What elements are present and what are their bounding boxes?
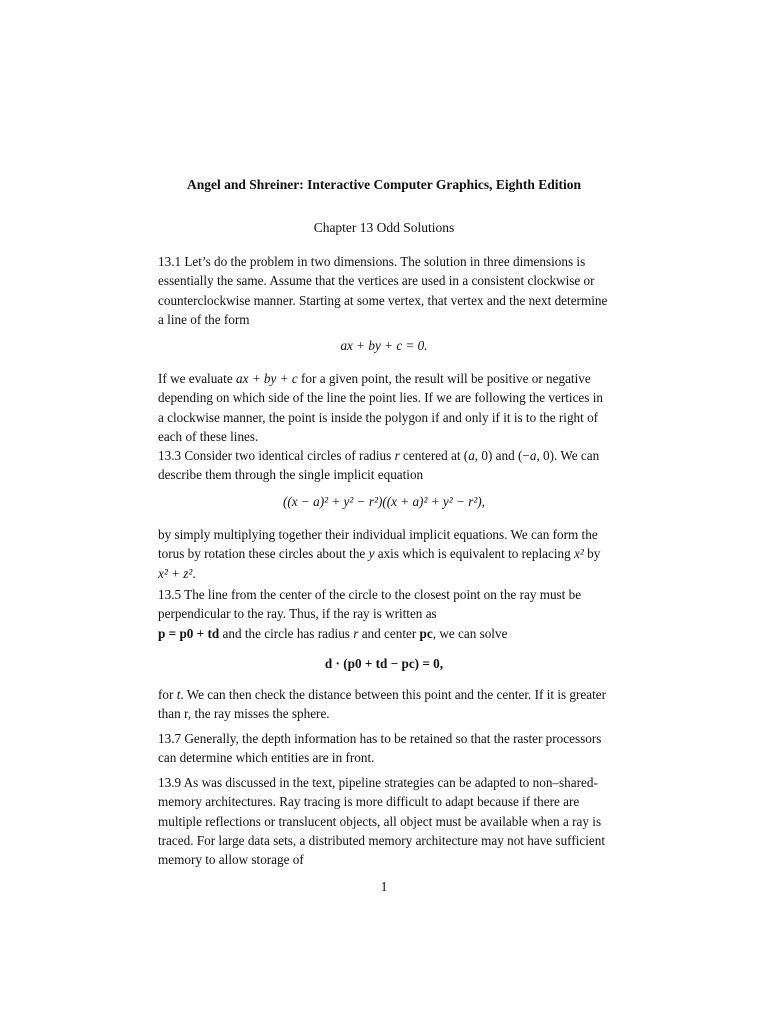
solution-13-1-paragraph-2 [158,369,610,446]
math-symbol: r [394,448,400,463]
text-run: by [583,546,601,562]
document-title: Angel and Shreiner: Interactive Computer Graphics, Eighth Edition [186,177,582,192]
solution-13-7-paragraph: 13.7 Generally, the depth information has to be retained so that the raster processors can determine which entities are in front. [158,731,602,766]
solution-13-5-equation [158,654,610,673]
math-expression: x² [574,546,584,562]
text-run: centered at ( [399,448,469,463]
text-run: axis which is equivalent to replacing [374,546,575,562]
math-symbol: r [353,625,359,641]
text-run: , we can solve [432,625,508,641]
equation-text: ((x − a)² + y² − r²)((x + a)² + y² − r²), [283,494,485,509]
math-expression: ax + by + c [235,371,298,386]
text-run: for a given point, the result will be positive or negative depending on which side of the line the point lies. If we are following the vertices in a clockwise manner, the point is inside the polygon if and only if it is to the right of each of these lines. [158,371,603,444]
document-subtitle: Chapter 13 Odd Solutions [313,220,455,235]
solution-13-3-paragraph-2 [158,525,610,583]
equation-text: ax + by + c = 0. [340,338,428,353]
center-symbol: pc [419,625,433,641]
solution-13-3-equation [158,492,610,511]
solution-13-1-equation [158,336,610,355]
text-run: . We can then check the distance between this point and the center. If it is greater than r, the ray misses the sphere. [158,687,607,722]
text-run: , 0) and (− [474,448,530,463]
text-run: . [192,565,196,581]
solution-13-3-paragraph [158,446,610,485]
text-run: and the circle has radius [219,625,354,641]
equation-text: d · (p0 + td − pc) = 0, [324,656,444,671]
text-run: and center [358,625,420,641]
text-run: by simply multiplying together their individual implicit equations. We can form the torus by rotation these circles about the [158,527,598,562]
text-run: If we evaluate [158,371,236,386]
math-symbol: t [176,687,181,702]
math-symbol: a [468,448,475,463]
ray-equation: p = p0 + td [158,625,220,641]
solution-13-1-paragraph: 13.1 Let’s do the problem in two dimensions. The solution in three dimensions is essentially the same. Assume that the vertices are used in a consistent clockwise or counterclockwise manner. Starting at some vertex, that vertex and the next determine a line of the form [158,254,608,327]
text-run: , 0). We can describe them through the single implicit equation [158,448,600,483]
text-run: for [158,687,177,702]
text-run: 13.3 Consider two identical circles of radius [158,448,395,463]
page-number: 1 [380,879,388,894]
solution-13-9-paragraph: 13.9 As was discussed in the text, pipeline strategies can be adapted to non–shared-memory architectures. Ray tracing is more difficult to adapt because if there are multiple reflections or translucent objects, all object must be available when a ray is traced. For large data sets, a distributed memory architecture may not have sufficient memory to allow storage of [158,775,605,868]
text-run: 13.5 The line from the center of the circle to the closest point on the ray must be perpendicular to the ray. Thus, if the ray is written as [158,587,582,622]
solution-13-5-paragraph [158,585,610,643]
math-symbol: y [368,546,375,562]
math-expression: x² + z² [158,565,193,581]
math-symbol: a [529,448,537,463]
solution-13-5-paragraph-2 [158,685,610,724]
